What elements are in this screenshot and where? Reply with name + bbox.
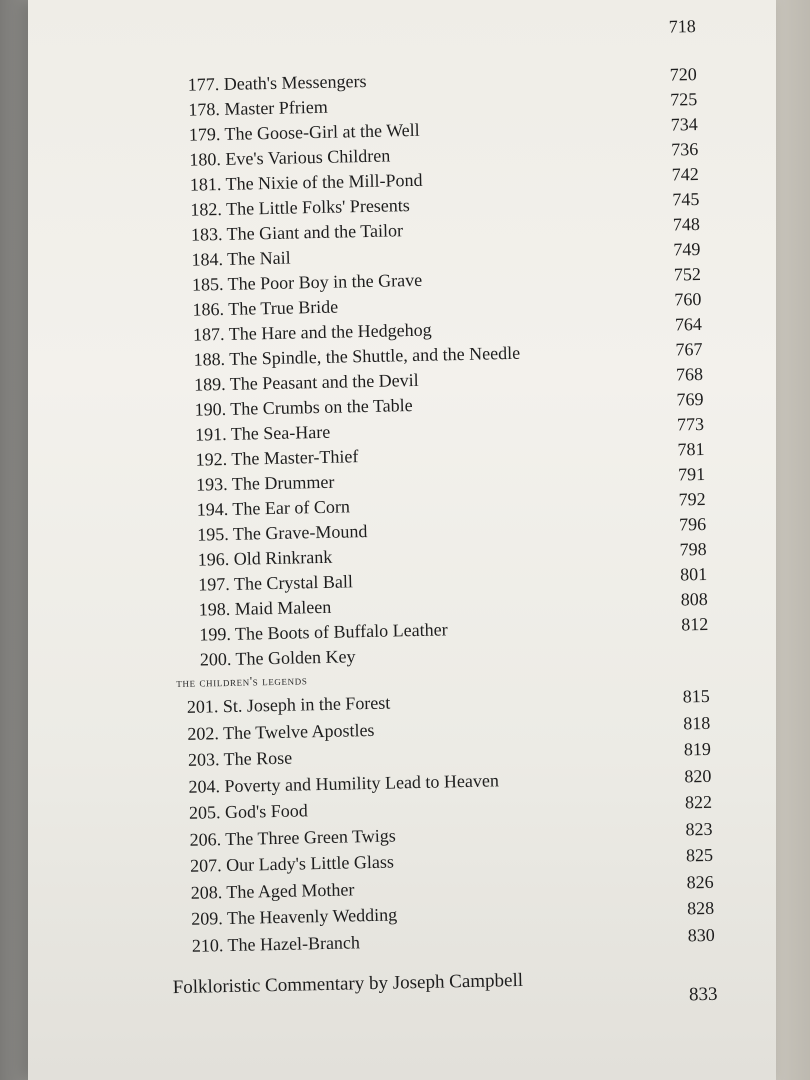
entry-page: 768 <box>675 363 704 385</box>
top-page-number: 718 <box>668 16 696 37</box>
entry-number: 206. <box>189 828 222 850</box>
entry-title-text: The True Bride <box>227 296 339 319</box>
entry-title-text: Eve's Various Children <box>225 145 391 169</box>
entry-title <box>189 825 396 850</box>
entry-number: 183. <box>190 223 223 245</box>
entry-page: 818 <box>683 712 711 733</box>
entry-page: 752 <box>673 263 702 285</box>
entry-title <box>199 619 448 645</box>
entry-page: 808 <box>680 588 708 610</box>
entry-number: 177. <box>187 74 220 95</box>
entry-page: 734 <box>670 114 698 135</box>
entry-page: 812 <box>681 613 709 635</box>
entry-number: 193. <box>195 473 228 495</box>
entry-page: 819 <box>683 738 712 760</box>
entry-page: 749 <box>673 238 701 260</box>
entry-page: 742 <box>671 163 700 185</box>
entry-page: 767 <box>675 338 703 360</box>
entry-page: 796 <box>678 513 707 535</box>
entry-page: 792 <box>678 488 706 510</box>
entry-number: 185. <box>191 273 224 295</box>
section-heading: the children's legends <box>176 672 308 691</box>
entry-number: 198. <box>198 598 231 620</box>
entry-title-text: The Peasant and the Devil <box>229 369 419 394</box>
entry-page: 736 <box>671 138 699 160</box>
entry-title <box>200 646 356 670</box>
entry-title-text: Master Pfriem <box>224 96 328 119</box>
table-of-contents <box>28 0 798 1080</box>
entry-title-text: The Grave-Mound <box>232 521 368 544</box>
entry-title <box>188 748 293 771</box>
entry-title <box>193 320 432 346</box>
entry-title <box>190 852 394 877</box>
entry-number: 205. <box>188 802 221 823</box>
entry-number: 196. <box>197 548 230 570</box>
entry-number: 204. <box>188 775 221 797</box>
entry-number: 181. <box>189 173 222 195</box>
book-page <box>28 0 776 1080</box>
entry-title-text: The Boots of Buffalo Leather <box>234 619 448 644</box>
entry-number: 192. <box>195 448 228 470</box>
entry-number: 195. <box>197 523 229 545</box>
entry-title-text: The Golden Key <box>235 646 356 669</box>
entry-title <box>194 370 419 396</box>
entry-title-text: The Hare and the Hedgehog <box>228 319 432 344</box>
entry-page: 791 <box>677 463 706 485</box>
entry-page: 720 <box>669 64 697 85</box>
entry-page: 764 <box>674 313 703 335</box>
entry-page: 769 <box>676 388 704 410</box>
entry-title-text: The Giant and the Tailor <box>226 220 404 244</box>
entry-number: 200. <box>199 648 232 670</box>
entry-title-text: The Drummer <box>231 471 335 494</box>
entry-page: 822 <box>684 791 713 813</box>
entry-title-text: The Nixie of the Mill-Pond <box>225 169 423 194</box>
entry-page: 760 <box>674 288 702 310</box>
entry-number: 203. <box>187 749 220 770</box>
entry-title-text: The Spindle, the Shuttle, and the Needle <box>229 342 521 369</box>
commentary-title: Folkloristic Commentary by Joseph Campbell <box>172 969 524 999</box>
entry-title <box>187 693 391 718</box>
entry-title <box>190 195 410 221</box>
entry-title-text: The Crystal Ball <box>233 571 354 594</box>
entry-title-text: The Aged Mother <box>226 878 355 902</box>
entry-title <box>195 446 358 470</box>
entry-title <box>188 97 328 121</box>
entry-title-text: St. Joseph in the Forest <box>222 692 391 717</box>
entry-number: 188. <box>193 348 226 370</box>
entry-number: 191. <box>194 423 227 445</box>
entry-title-text: Death's Messengers <box>223 70 367 94</box>
entry-title-text: The Twelve Apostles <box>222 719 375 743</box>
entry-page: 828 <box>686 897 715 919</box>
entry-title <box>192 297 338 321</box>
entry-title <box>191 879 355 903</box>
entry-title <box>192 932 361 957</box>
entry-number: 190. <box>194 398 227 420</box>
entry-title-text: The Sea-Hare <box>230 421 331 444</box>
entry-title <box>189 120 420 146</box>
entry-number: 180. <box>189 148 222 170</box>
entry-title <box>196 472 335 496</box>
entry-title-text: The Ear of Corn <box>232 496 351 519</box>
entry-page: 773 <box>676 413 705 435</box>
entry-number: 210. <box>191 934 224 956</box>
entry-title <box>197 521 368 546</box>
entry-title-text: Poverty and Humility Lead to Heaven <box>224 769 500 796</box>
entry-title-text: The Three Green Twigs <box>225 824 396 849</box>
entry-title-text: The Goose-Girl at the Well <box>224 119 420 144</box>
entry-title-text: God's Food <box>224 800 309 823</box>
entry-number: 209. <box>191 908 223 929</box>
entry-title <box>189 145 390 170</box>
entry-page: 826 <box>686 871 714 892</box>
entry-number: 194. <box>196 498 229 520</box>
entry-title-text: Our Lady's Little Glass <box>225 851 395 876</box>
entry-title <box>199 597 332 621</box>
entry-page: 725 <box>670 89 698 110</box>
entry-title <box>195 422 331 446</box>
entry-page: 815 <box>682 685 710 707</box>
entry-number: 186. <box>192 298 225 320</box>
entry-title <box>191 220 403 245</box>
entry-title <box>187 719 374 744</box>
entry-number: 187. <box>192 323 225 345</box>
entry-page: 823 <box>685 818 713 839</box>
entry-page: 781 <box>677 438 705 460</box>
entry-title-text: The Heavenly Wedding <box>226 904 398 929</box>
entry-title <box>188 71 367 96</box>
entry-number: 182. <box>190 198 223 220</box>
entry-title-text: Old Rinkrank <box>233 546 333 569</box>
entry-number: 197. <box>198 573 230 595</box>
entry-page: 825 <box>685 844 714 866</box>
entry-title-text: Maid Maleen <box>234 596 332 619</box>
entry-title-text: The Nail <box>226 247 291 269</box>
entry-page: 830 <box>687 924 715 945</box>
commentary-page: 833 <box>688 983 718 1006</box>
entry-page: 798 <box>679 538 707 560</box>
entry-number: 201. <box>186 696 219 717</box>
entry-title-text: The Rose <box>223 747 293 770</box>
entry-title <box>198 547 333 571</box>
entry-title <box>191 904 397 929</box>
entry-number: 179. <box>188 124 221 145</box>
entry-title <box>196 496 350 520</box>
entry-page: 748 <box>672 213 701 235</box>
entry-title-text: The Little Folks' Presents <box>225 195 411 219</box>
entry-page: 820 <box>684 765 712 786</box>
entry-number: 184. <box>191 248 224 270</box>
entry-page: 745 <box>672 188 700 210</box>
entry-title <box>194 395 412 421</box>
entry-title <box>191 248 291 271</box>
entry-title <box>189 800 308 823</box>
entry-title-text: The Poor Boy in the Grave <box>227 269 423 294</box>
entry-title <box>198 571 353 595</box>
entry-number: 178. <box>188 99 221 120</box>
entry-number: 208. <box>190 881 223 903</box>
entry-title-text: The Master-Thief <box>231 446 359 469</box>
entry-title <box>192 270 423 296</box>
entry-number: 199. <box>199 623 232 645</box>
entry-page: 801 <box>679 563 708 585</box>
commentary-entry <box>49 965 749 1006</box>
entry-title <box>190 170 423 196</box>
entry-number: 189. <box>193 373 226 395</box>
entry-number: 207. <box>189 855 222 876</box>
entry-number: 202. <box>187 722 220 744</box>
entry-title-text: The Hazel-Branch <box>227 931 361 955</box>
entry-title-text: The Crumbs on the Table <box>230 395 413 419</box>
